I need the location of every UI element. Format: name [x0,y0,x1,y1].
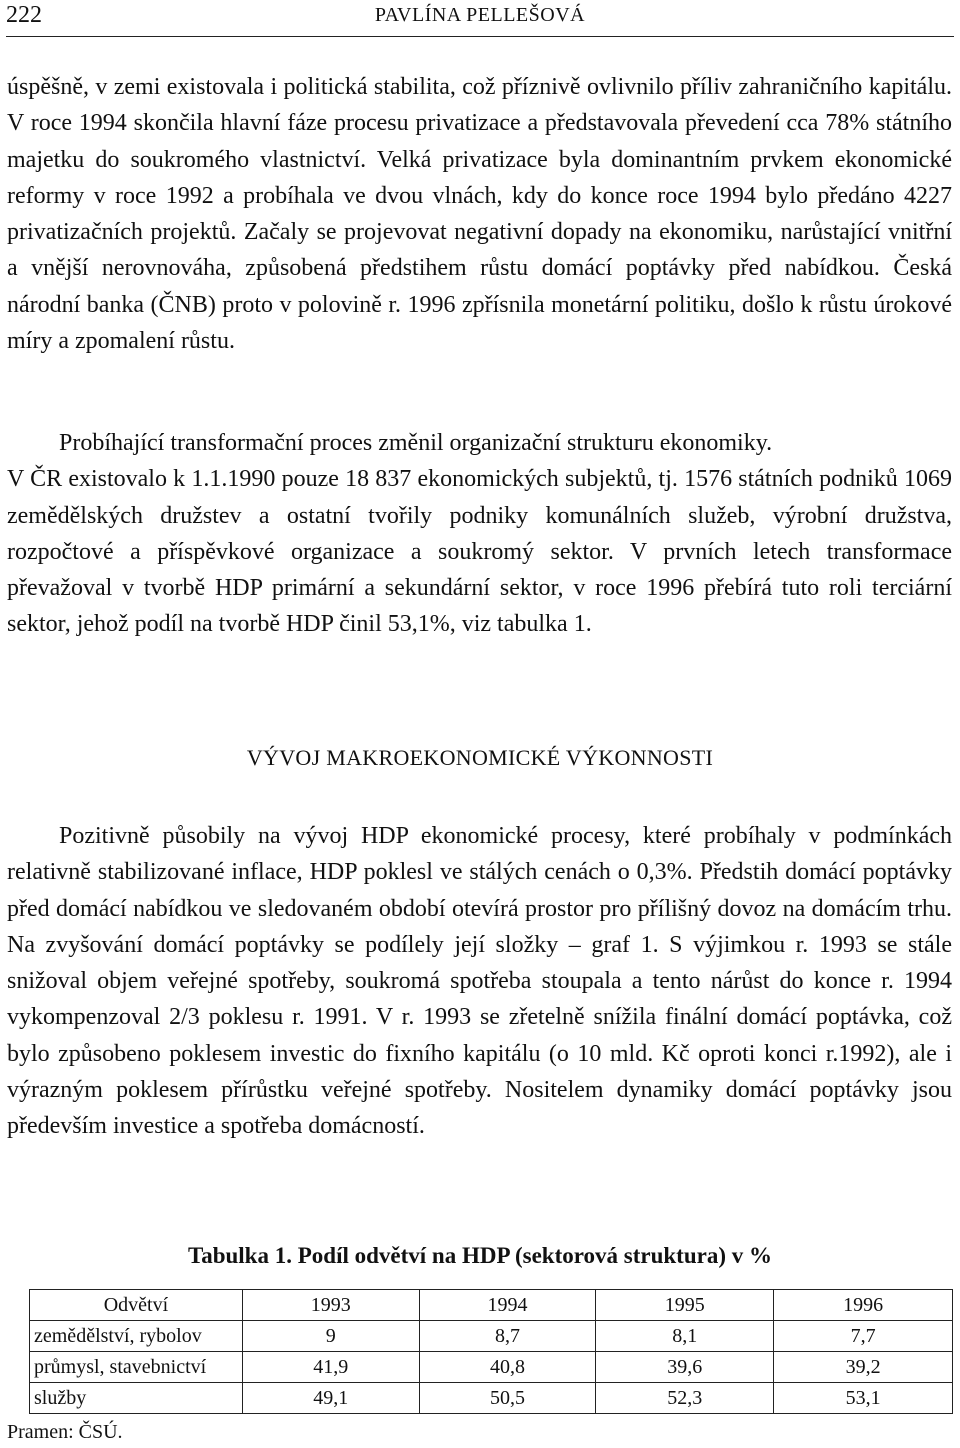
table-cell-value: 40,8 [419,1352,596,1383]
table-cell-value: 52,3 [596,1383,774,1414]
table-cell-sector: zemědělství, rybolov [30,1321,243,1352]
table-cell-value: 9 [242,1321,419,1352]
table-header-row [30,1290,953,1321]
table-cell-value: 49,1 [242,1383,419,1414]
column-header-1995: 1995 [596,1290,774,1321]
column-header-1994: 1994 [419,1290,596,1321]
table-cell-value: 8,7 [419,1321,596,1352]
running-head: PAVLÍNA PELLEŠOVÁ [374,4,586,26]
table-caption: Tabulka 1. Podíl odvětví na HDP (sektorová struktura) v % [187,1243,773,1268]
table-cell-value: 50,5 [419,1383,596,1414]
page-number: 222 [6,2,42,28]
sector-share-table [29,1289,953,1414]
table-row [30,1383,953,1414]
paragraph-transformation-body: V ČR existovalo k 1.1.1990 pouze 18 837 ekonomických subjektů, tj. 1576 státních podniků 1069 zemědělských družstev a ostatní tvořily podniky komunálních služeb, výrobní družstva, rozpočtové a příspěvkové organizace a soukromý sektor. V prvních letech transformace převažoval v tvorbě HDP primární a sekundární sektor, v roce 1996 přebírá tuto roli terciární sektor, jehož podíl na tvorbě HDP činil 53,1%, viz tabulka 1. [7,466,952,638]
table-cell-value: 8,1 [596,1321,774,1352]
table-cell-value: 39,6 [596,1352,774,1383]
column-header-1993: 1993 [242,1290,419,1321]
table-cell-sector: průmysl, stavebnictví [30,1352,243,1383]
column-header-1996: 1996 [774,1290,953,1321]
table-row [30,1321,953,1352]
paragraph-privatization: úspěšně, v zemi existovala i politická stabilita, což příznivě ovlivnilo příliv zahraničního kapitálu. V roce 1994 skončila hlavní fáze procesu privatizace a představovala převedení cca 78% státního majetku do soukromého vlastnictví. Velká privatizace byla dominantním prvkem ekonomické reformy v roce 1992 a probíhala ve dvou vlnách, kdy do konce roce 1994 bylo předáno 4227 privatizačních projektů. Začaly se projevovat negativní dopady na ekonomiku, narůstající vnitřní a vnější nerovnováha, způsobená předstihem růstu domácí poptávky před nabídkou. Česká národní banka (ČNB) proto v polovině r. 1996 zpřísnila monetární politiku, došlo k růstu úrokové míry a zpomalení růstu. [7,74,952,355]
table-cell-value: 53,1 [774,1383,953,1414]
column-header-sector: Odvětví [30,1290,243,1321]
table-row [30,1352,953,1383]
table-cell-value: 7,7 [774,1321,953,1352]
paragraph-hdp-text: Pozitivně působily na vývoj HDP ekonomické procesy, které probíhaly v podmínkách relativně stabilizované inflace, HDP poklesl ve stálých cenách o 0,3%. Předstih domácí poptávky před domácí nabídkou ve sledovaném období otevírá prostor pro přílišný dovoz na domácím trhu. Na zvyšování domácí poptávky se podílely její složky – graf 1. S výjimkou r. 1993 se stále snižoval objem veřejné spotřeby, soukromá spotřeba stoupala a tento nárůst do konce r. 1994 vykompenzoval 2/3 poklesu r. 1991. V r. 1993 se zřetelně snížila finální domácí poptávka, což bylo způsobeno poklesem investic do fixního kapitálu (o 10 mld. Kč oproti konci r.1992), ale i výrazným poklesem přírůstku veřejné spotřeby. Nositelem dynamiky domácí poptávky jsou především investice a spotřeba domácností. [7,823,952,1140]
table-cell-value: 39,2 [774,1352,953,1383]
table-source-note: Pramen: ČSÚ. [7,1421,123,1443]
paragraph-economic-subjects [7,425,952,643]
page-header [6,0,954,37]
paragraph-hdp-development [7,818,952,1145]
table-cell-value: 41,9 [242,1352,419,1383]
table-cell-sector: služby [30,1383,243,1414]
section-heading: VÝVOJ MAKROEKONOMICKÉ VÝKONNOSTI [246,745,714,770]
paragraph-transformation-lead: Probíhající transformační proces změnil organizační strukturu ekonomiky. [59,430,773,456]
